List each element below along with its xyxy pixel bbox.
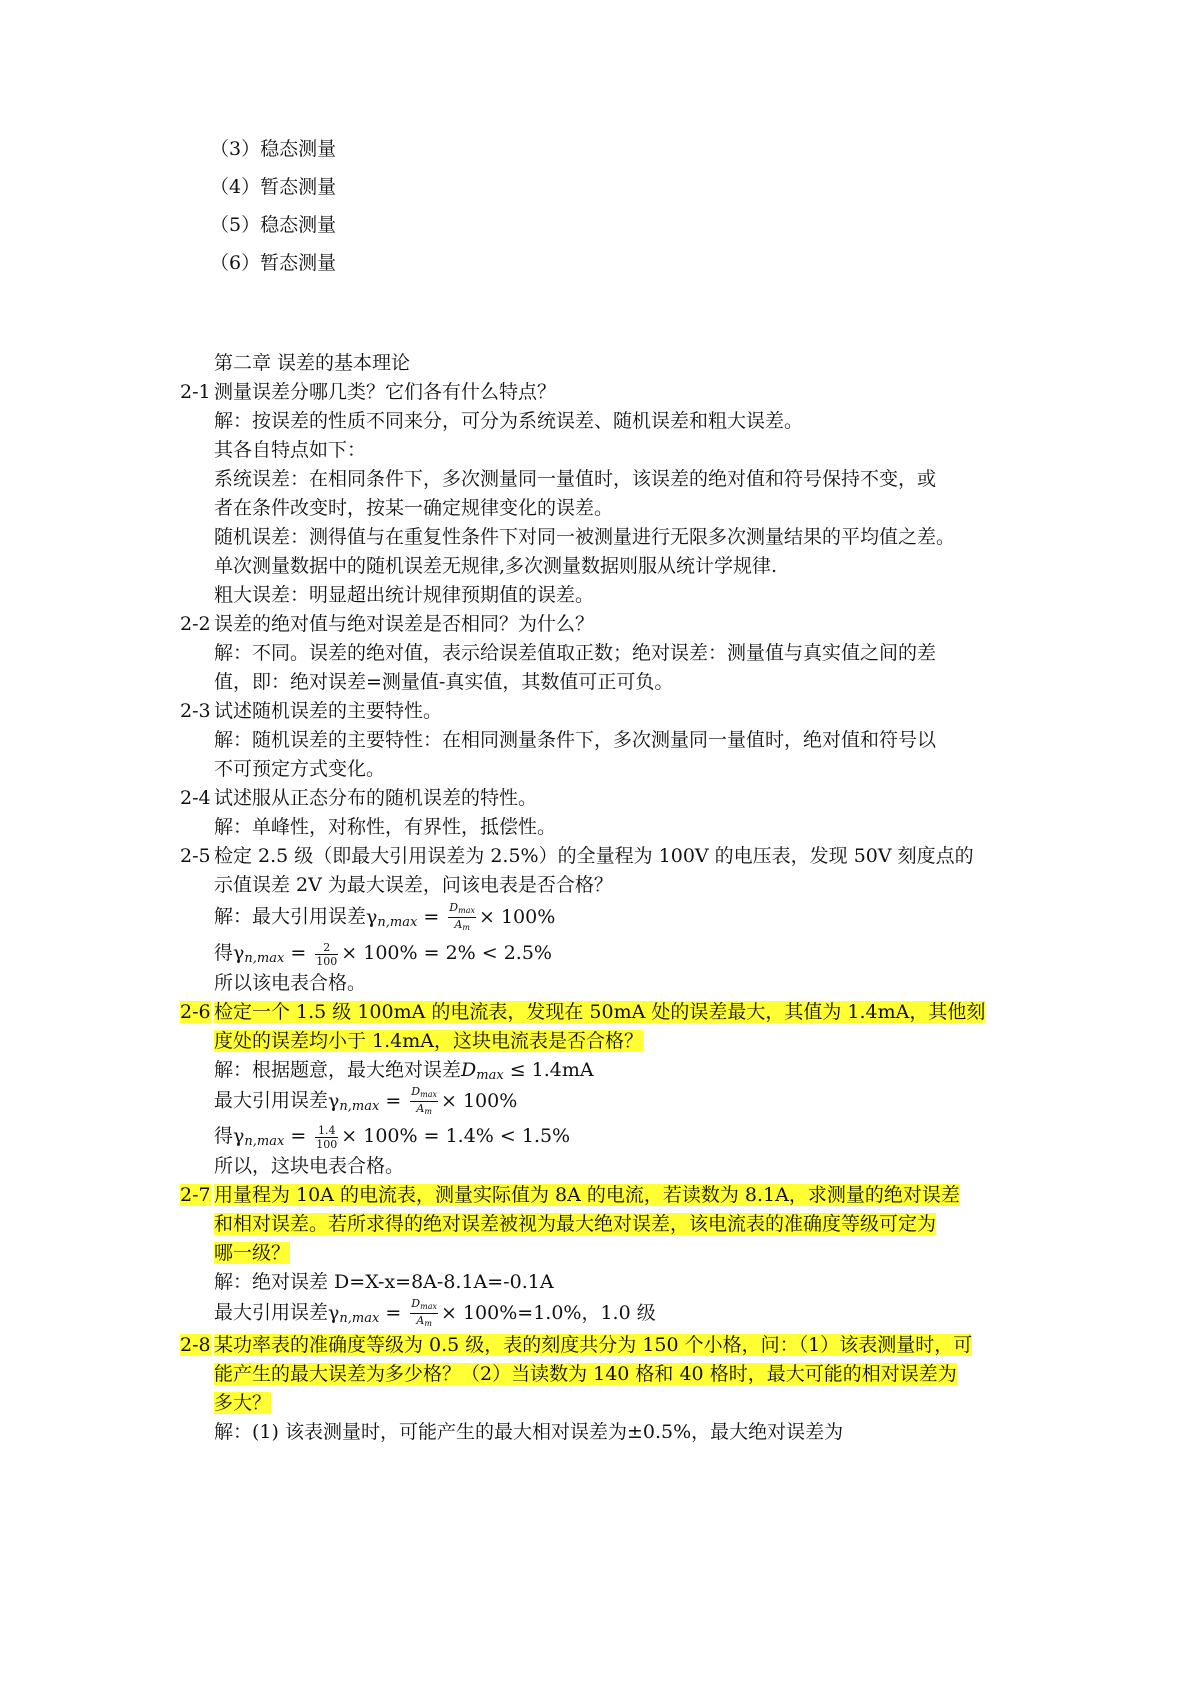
question-number: 2-5 <box>180 845 211 867</box>
chapter-title: 第二章 误差的基本理论 <box>214 352 411 374</box>
question-text: 试述随机误差的主要特性。 <box>214 700 443 722</box>
answer-line: 解：单峰性，对称性，有界性，抵偿性。 <box>214 816 557 838</box>
formula: $\gamma_{n,max}$ = $\frac{D_{max}}{A_m}$ × 100% <box>366 901 556 932</box>
formula: $\gamma_{n,max}$ = $\frac{D_{max}}{A_m}$ × 100%=1.0%，1.0 级 <box>328 1297 656 1328</box>
formula: $\gamma_{n,max}$ = $\frac{1.4}{100}$ × 100% = 1.4% < 1.5% <box>233 1123 571 1151</box>
answer-line: 解：随机误差的主要特性：在相同测量条件下，多次测量同一量值时，绝对值和符号以 <box>214 729 937 751</box>
question-number: 2-6 <box>180 1001 211 1023</box>
answer-line: 解：不同。误差的绝对值，表示给误差值取正数；绝对误差：测量值与真实值之间的差 <box>214 642 937 664</box>
answer-line: 者在条件改变时，按某一确定规律变化的误差。 <box>214 497 614 519</box>
question-text: 检定一个 1.5 级 100mA 的电流表，发现在 50mA 处的误差最大，其值为 1.4mA，其他刻 <box>214 1001 986 1023</box>
answer-line: 解：(1) 该表测量时，可能产生的最大相对误差为±0.5%，最大绝对误差为 <box>214 1421 844 1443</box>
formula: $\gamma_{n,max}$ = $\frac{2}{100}$ × 100% = 2% < 2.5% <box>233 940 552 968</box>
formula: $\gamma_{n,max}$ = $\frac{D_{max}}{A_m}$ × 100% <box>328 1085 518 1116</box>
answer-prefix: 得 <box>214 1125 234 1147</box>
question-number: 2-1 <box>180 381 211 403</box>
answer-prefix: 最大引用误差 <box>214 1089 329 1112</box>
question-text: 能产生的最大误差为多少格？（2）当读数为 140 格和 40 格时，最大可能的相对误差为 <box>214 1363 957 1385</box>
answer-prefix: 得 <box>214 942 234 964</box>
answer-line: 所以该电表合格。 <box>214 972 367 994</box>
question-text: 用量程为 10A 的电流表，测量实际值为 8A 的电流，若读数为 8.1A，求测量的绝对误差 <box>214 1184 960 1206</box>
question-text: 哪一级？ <box>214 1242 291 1264</box>
answer-line: 其各自特点如下： <box>214 439 367 461</box>
answer-prefix: 解：最大引用误差 <box>214 905 367 928</box>
list-item: （6）暂态测量 <box>210 252 337 274</box>
answer-line: 单次测量数据中的随机误差无规律,多次测量数据则服从统计学规律. <box>214 555 778 577</box>
question-text: 误差的绝对值与绝对误差是否相同？为什么？ <box>214 613 595 635</box>
question-number: 2-4 <box>180 787 211 809</box>
answer-line: 粗大误差：明显超出统计规律预期值的误差。 <box>214 584 595 606</box>
list-item: （3）稳态测量 <box>210 138 337 160</box>
question-text: 检定 2.5 级（即最大引用误差为 2.5%）的全量程为 100V 的电压表，发现 50V 刻度点的 <box>214 845 974 867</box>
formula-line <box>214 901 555 938</box>
answer-line: 解：按误差的性质不同来分，可分为系统误差、随机误差和粗大误差。 <box>214 410 804 432</box>
answer-line: 随机误差：测得值与在重复性条件下对同一被测量进行无限多次测量结果的平均值之差。 <box>214 526 956 548</box>
answer-line: 所以，这块电表合格。 <box>214 1155 405 1177</box>
formula-line <box>214 1297 656 1334</box>
question-text: 和相对误差。若所求得的绝对误差被视为最大绝对误差，该电流表的准确度等级可定为 <box>214 1213 937 1235</box>
list-item: （4）暂态测量 <box>210 176 337 198</box>
question-text: 多大？ <box>214 1392 272 1414</box>
question-number: 2-7 <box>180 1184 211 1206</box>
question-number: 2-2 <box>180 613 211 635</box>
question-text: 测量误差分哪几类？它们各有什么特点？ <box>214 381 557 403</box>
question-text: 示值误差 2V 为最大误差，问该电表是否合格？ <box>214 874 613 896</box>
formula: $D_{max} \le 1.4mA$ <box>461 1059 594 1083</box>
question-number: 2-3 <box>180 700 211 722</box>
answer-prefix: 解：根据题意，最大绝对误差 <box>214 1059 462 1081</box>
list-item: （5）稳态测量 <box>210 214 337 236</box>
formula-line <box>214 1085 517 1122</box>
question-number: 2-8 <box>180 1334 211 1356</box>
question-text: 度处的误差均小于 1.4mA，这块电流表是否合格？ <box>214 1030 643 1052</box>
answer-line: 不可预定方式变化。 <box>214 758 386 780</box>
answer-line: 系统误差：在相同条件下，多次测量同一量值时，该误差的绝对值和符号保持不变，或 <box>214 468 937 490</box>
question-text: 试述服从正态分布的随机误差的特性。 <box>214 787 538 809</box>
answer-line: 解：绝对误差 D=X-x=8A-8.1A=-0.1A <box>214 1271 554 1293</box>
answer-line: 值，即：绝对误差=测量值-真实值，其数值可正可负。 <box>214 671 674 693</box>
question-text: 某功率表的准确度等级为 0.5 级，表的刻度共分为 150 个小格，问：（1）该表测量时，可 <box>214 1334 973 1356</box>
answer-prefix: 最大引用误差 <box>214 1301 329 1324</box>
